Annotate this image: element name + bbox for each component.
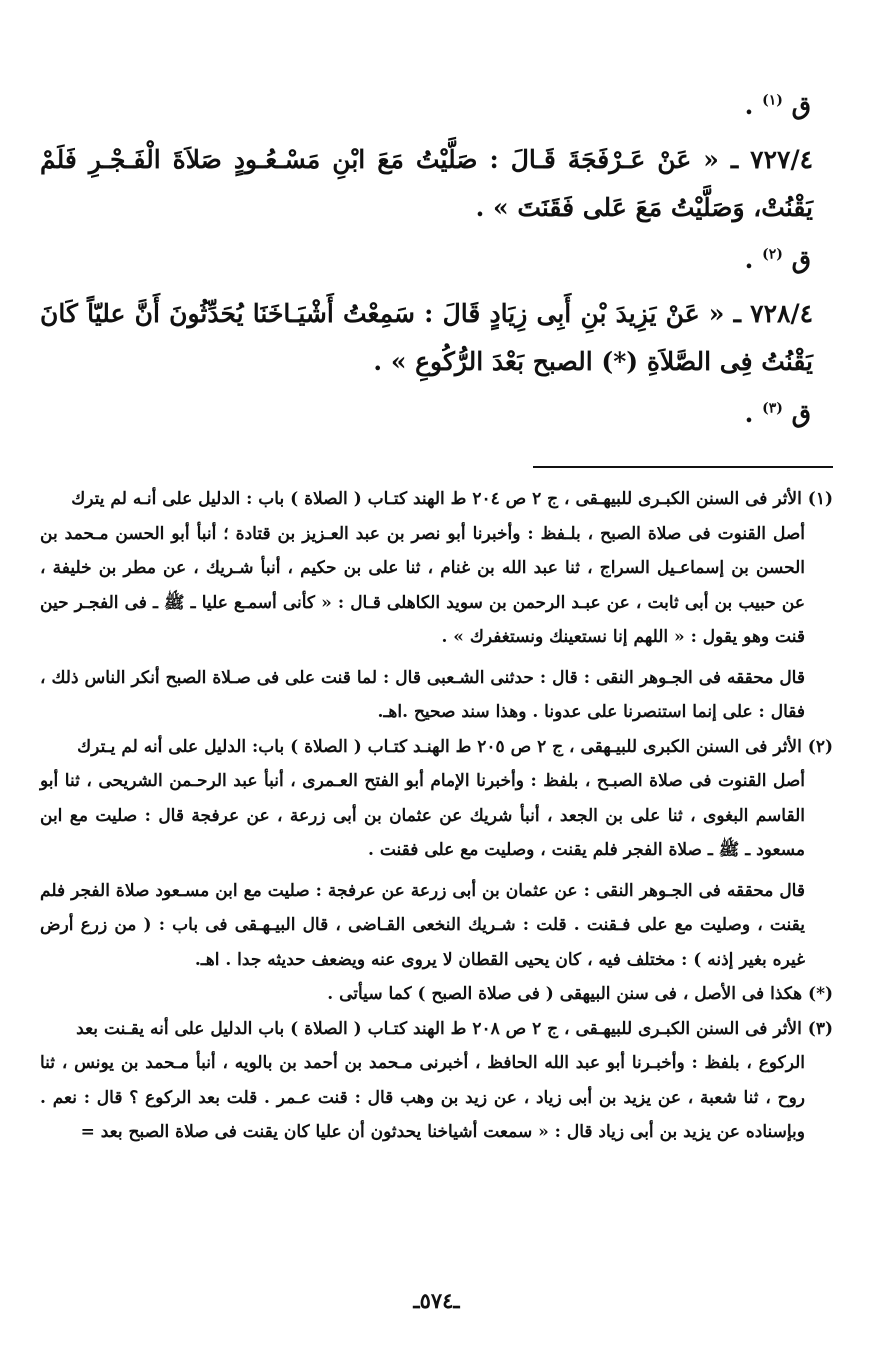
footnote-3-body: الركوع ، بلفظ : وأخبـرنا أبو عبد الله الحافظ ، أخبرنى مـحمد بن أحمد بن بالويه ، أنبأ مـحمد بن يونس ، ثنا روح ، ثنا شعبة ، عن يزيد بن أبى زياد ، عن زيد بن وهب قال : قنت عـمر . قلت بعد الركوع ؟ قال : نعم . وبإسناده عن يزيد بن أبى زياد قال : « سمعت أشياخنا يحدثون أن عليا كان يقنت فى صلاة الصبح بعد = [40,1053,805,1142]
footnote-divider [533,466,833,468]
book-page [40,0,833,1356]
source-symbol: ق [791,245,811,274]
hadith-727: ٧٢٧/٤ ـ « عَنْ عَـرْفَجَةَ قَـالَ : صَلَّيْتُ مَعَ ابْنِ مَسْـعُـودٍ صَلاَةَ الْفَـجْـرِ فَلَمْ يَقْنُتْ، وَصَلَّيْتُ مَعَ عَلى فَقَنَتَ » . [40,145,813,222]
page-number: ـ٥٧٤ـ [413,1288,460,1313]
footnote-ref: (٢) [762,246,783,263]
footnote-2-heading: (٢) الأثر فى السنن الكبرى للبيـهقى ، ج ٢ ص ٢٠٥ ط الهنـد كتـاب ( الصلاة ) باب: الدليل على أنه لم يـترك [77,736,833,757]
footnote-star-text: (*) هكذا فى الأصل ، فى سنن البيهقى ( فى صلاة الصبح ) كما سيأتى . [327,984,833,1004]
source-line-728: ق $^{(٣)}$ . [744,399,811,428]
footnote-3-heading: (٣) الأثر فى السنن الكبـرى للبيهـقى ، ج ٢ ص ٢٠٨ ط الهند كتـاب ( الصلاة ) باب الدليل على أنه يقـنت بعد [76,1018,833,1039]
footnote-1-commentary: قال محققه فى الجـوهر النقى : قال : حدثنى الشـعبى قال : لما قنت على فى صـلاة الصبح أنكر الناس ذلك ، فقال : على إنما استنصرنا على عدونا . وهذا سند صحيح .اهـ. [40,667,805,722]
footnote-1-heading: (١) الأثر فى السنن الكبـرى للبيهـقى ، ج ٢ ص ٢٠٤ ط الهند كتـاب ( الصلاة ) باب : الدليل على أنـه لم يترك [71,489,833,509]
footnote-ref: (٣) [762,400,783,417]
footnote-ref: (١) [762,92,783,109]
footnotes [40,482,833,1150]
hadith-728: ٧٢٨/٤ ـ « عَنْ يَزِيدَ بْنِ أَبِى زِيَادٍ قَالَ : سَمِعْتُ أَشْيَـاخَنَا يُحَدِّثُونَ أَنَّ عليّاً كَانَ يَقْنُتُ فِى الصَّلاَةِ (*) الصبح بَعْدَ الرُّكُوعِ » . [40,299,813,376]
footnote-1 [40,482,833,730]
footnote-1-body: أصل القنوت فى صلاة الصبح ، بلـفظ : وأخبرنا أبو نصر بن عبد العـزيز بن قتادة ؛ أنبأ أبو الحسن مـحمد بن الحسن بن إسماعـيل السراج ، ثنا عبد الله بن غنام ، ثنا على بن حكيم ، أنبأ شـريك ، عن مطر بن خليفة ، عن حبيب بن أبى ثابت ، عن عبـد الرحمن بن سويد الكاهلى قـال : « كأنى أسمـع عليا ـ ﷺ ـ فى الفجـر حين قنت وهو يقول : « اللهم إنا نستعينك ونستغفرك » . [40,523,805,647]
main-text [40,78,813,444]
footnote-2-commentary: قال محققه فى الجـوهر النقى : عن عثمان بن أبى زرعة عن عرفجة : صليت مع ابن مسـعود صلاة الفجر فلم يقنت ، وصليت مع على فـقنت . قلت : شـريك النخعى القـاضى ، قال البيـهـقى فى باب : ( من زرع أرض غيره بغير إذنه ) : مختلف فيه ، كان يحيى القطان لا يروى عنه ويضعف حديثه جدا . اهـ. [40,880,805,970]
source-symbol: ق [791,91,811,120]
source-line-727: ق $^{(٢)}$ . [744,245,811,274]
footnote-2 [40,730,833,978]
footnote-3 [40,1012,833,1150]
footnote-star [40,977,833,1012]
source-line-726: ق $^{(١)}$ . [744,91,811,120]
source-symbol: ق [791,399,811,428]
footnote-2-body: أصل القنوت فى صلاة الصبـح ، بلفظ : وأخبرنا الإمام أبو الفتح العـمرى ، أنبأ عبد الرحـمن الشريحى ، ثنا أبو القاسم البغوى ، ثنا على بن الجعد ، أنبأ شريك عن عثمان بن أبى زرعة ، عن عرفجة قال : صليت مع ابن مسعود ـ ﷺ ـ صلاة الفجر فلم يقنت ، وصليت مع على فقنت . [40,771,805,860]
